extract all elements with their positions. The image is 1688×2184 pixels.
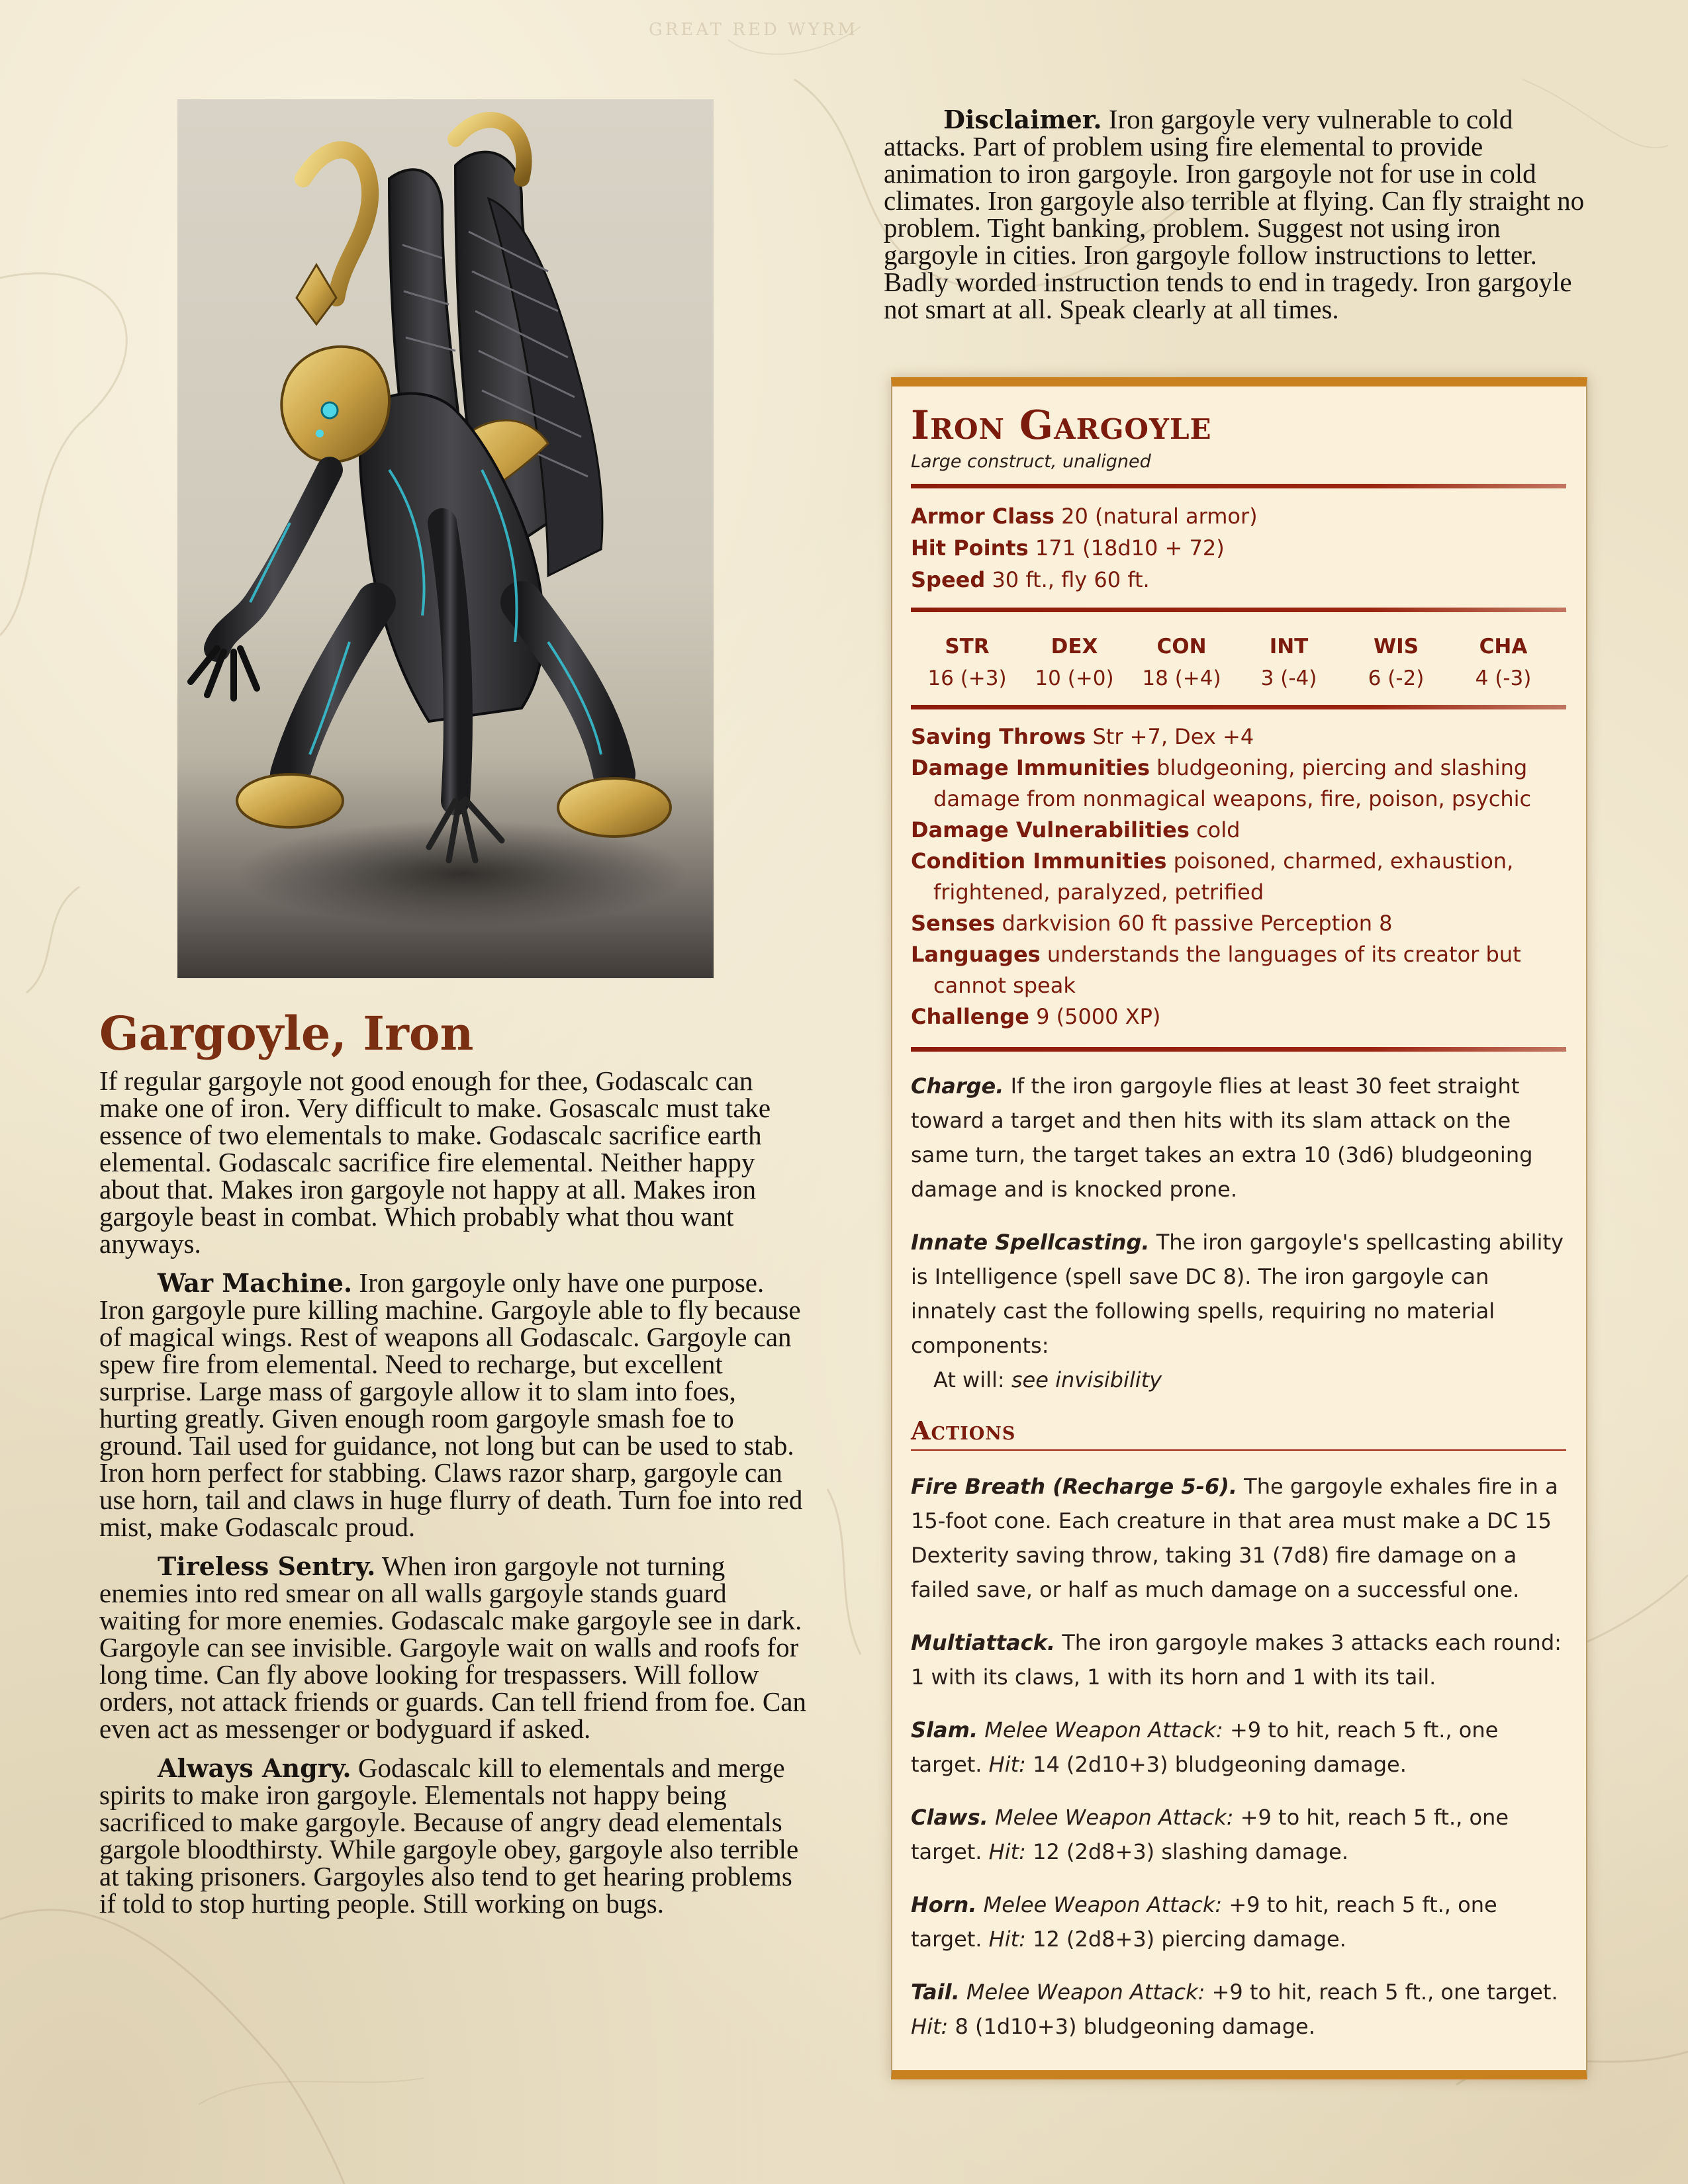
saving-throws	[911, 721, 1566, 752]
action-name: Fire Breath (Recharge 5-6).	[911, 1474, 1237, 1499]
action-name: Tail.	[911, 1979, 960, 2005]
section-heading: War Machine.	[158, 1267, 353, 1298]
speed-label: Speed	[911, 567, 986, 592]
action-horn	[911, 1888, 1566, 1956]
armor-class-value: 20 (natural armor)	[1061, 504, 1258, 529]
divider	[911, 1047, 1566, 1052]
action-claws	[911, 1800, 1566, 1869]
stat-block	[891, 377, 1587, 2079]
action-multiattack	[911, 1625, 1566, 1694]
ability-con	[1132, 631, 1231, 694]
property-label: Condition Immunities	[911, 848, 1167, 874]
action-tail	[911, 1975, 1566, 2044]
ability-cha	[1454, 631, 1553, 694]
monster-name: Iron Gargoyle	[911, 402, 1212, 449]
hit-label: Hit:	[988, 1927, 1026, 1952]
property-label: Challenge	[911, 1004, 1029, 1029]
ability-wis	[1346, 631, 1446, 694]
ability-name: CON	[1156, 635, 1207, 659]
armor-class	[911, 500, 1566, 532]
section-text: Iron gargoyle only have one purpose. Iron gargoyle pure killing machine. Gargoyle able to fly because of magical wings. Rest of weapons all Godascalc. Gargoyle can spew fire from elemental. Need to recharge, but excellent surprise. Large mass of gargoyle allow it to slam into foes, hurting greatly. Given enough room gargoyle smash foe to ground. Tail used for guidance, not long but can be used to stab. Iron horn perfect for stabbing. Claws razor sharp, gargoyle can use horn, tail and claws in huge flurry of death. Turn foe into red mist, make Godascalc proud.	[99, 1267, 803, 1542]
lore-section-tireless-sentry	[99, 1550, 808, 1744]
property-value: darkvision 60 ft passive Perception 8	[1002, 911, 1393, 936]
ability-name: STR	[945, 635, 990, 659]
ability-name: CHA	[1479, 635, 1528, 659]
speed	[911, 564, 1566, 596]
spell-name: see invisibility	[1011, 1367, 1162, 1392]
page-title: Gargoyle, Iron	[99, 1006, 474, 1061]
attack-type: Melee Weapon Attack:	[966, 1979, 1205, 2005]
map-watermark: GREAT RED WYRM	[649, 20, 859, 40]
property-value: 9 (5000 XP)	[1036, 1004, 1161, 1029]
ability-name: INT	[1269, 635, 1309, 659]
attack-bonus: +9 to hit, reach 5 ft., one target.	[1211, 1979, 1558, 2005]
disclaimer	[884, 106, 1585, 323]
lore-section-always-angry	[99, 1754, 808, 1917]
attack-bonus: +9 to hit, reach 5 ft., one target.	[911, 1892, 1497, 1952]
attack-bonus: +9 to hit, reach 5 ft., one target.	[911, 1717, 1499, 1777]
hit-damage: 8 (1d10+3) bludgeoning damage.	[955, 2014, 1315, 2039]
action-name: Slam.	[911, 1717, 978, 1743]
property-value: understands the languages of its creator but cannot speak	[933, 942, 1521, 998]
action-text: The iron gargoyle makes 3 attacks each round: 1 with its claws, 1 with its horn and 1 with its tail.	[911, 1630, 1562, 1690]
property-label: Languages	[911, 942, 1041, 967]
ability-value: 3 (-4)	[1260, 666, 1317, 690]
action-name: Multiattack.	[911, 1630, 1056, 1655]
hit-label: Hit:	[911, 2014, 949, 2039]
disclaimer-heading: Disclaimer.	[943, 105, 1102, 134]
hit-damage: 12 (2d8+3) slashing damage.	[1033, 1839, 1348, 1864]
hit-points	[911, 532, 1566, 564]
ability-str	[917, 631, 1017, 694]
monster-type: Large construct, unaligned	[911, 451, 1151, 472]
hit-points-label: Hit Points	[911, 535, 1029, 561]
condition-immunities	[911, 846, 1566, 908]
lore-intro: If regular gargoyle not good enough for thee, Godascalc can make one of iron. Very difficult to make. Gosascalc must take essence of two elementals to make. Godascalc sacrifice earth elemental. Godascalc sacrifice fire elemental. Neither happy about that. Makes iron gargoyle not happy at all. Makes iron gargoyle beast in combat. Which probably what thou want anyways.	[99, 1065, 771, 1259]
property-label: Damage Vulnerabilities	[911, 817, 1190, 842]
ability-value: 4 (-3)	[1475, 666, 1532, 690]
speed-value: 30 ft., fly 60 ft.	[992, 567, 1150, 592]
property-label: Senses	[911, 911, 996, 936]
ability-value: 16 (+3)	[927, 666, 1007, 690]
action-name: Claws.	[911, 1805, 988, 1830]
hit-label: Hit:	[988, 1752, 1026, 1777]
ability-dex	[1025, 631, 1124, 694]
hit-damage: 12 (2d8+3) piercing damage.	[1033, 1927, 1346, 1952]
property-value: poisoned, charmed, exhaustion, frightened, paralyzed, petrified	[933, 848, 1514, 905]
damage-immunities	[911, 752, 1566, 815]
action-slam	[911, 1713, 1566, 1782]
ability-int	[1239, 631, 1338, 694]
divider	[911, 705, 1566, 709]
trait-text: The iron gargoyle's spellcasting ability is Intelligence (spell save DC 8). The iron gargoyle can innately cast the following spells, requiring no material components:	[911, 1230, 1564, 1358]
attack-bonus: +9 to hit, reach 5 ft., one target.	[911, 1805, 1509, 1864]
attack-type: Melee Weapon Attack:	[994, 1805, 1234, 1830]
languages	[911, 939, 1566, 1001]
challenge	[911, 1001, 1566, 1032]
ability-name: WIS	[1373, 635, 1419, 659]
ability-scores	[911, 624, 1566, 705]
trait-text: If the iron gargoyle flies at least 30 feet straight toward a target and then hits with its slam attack on the same turn, the target takes an extra 10 (3d6) bludgeoning damage and is knocked prone.	[911, 1073, 1533, 1202]
trait-name: Charge.	[911, 1073, 1004, 1099]
hit-points-value: 171 (18d10 + 72)	[1035, 535, 1225, 561]
trait-innate-spellcasting	[911, 1225, 1566, 1397]
section-heading: Tireless Sentry.	[158, 1551, 376, 1581]
spell-list	[911, 1363, 1566, 1397]
armor-class-label: Armor Class	[911, 504, 1055, 529]
action-text: The gargoyle exhales fire in a 15-foot cone. Each creature in that area must make a DC 15 Dexterity saving throw, taking 31 (7d8) fire damage on a failed save, or half as much damage on a successful one.	[911, 1474, 1558, 1602]
divider	[911, 608, 1566, 612]
spacer	[911, 1451, 1566, 1469]
section-heading: Always Angry.	[158, 1752, 352, 1783]
lore-section	[99, 1006, 808, 1929]
ability-name: DEX	[1051, 635, 1098, 659]
property-value: cold	[1196, 817, 1241, 842]
iron-gargoyle-illustration	[177, 99, 714, 978]
hit-damage: 14 (2d10+3) bludgeoning damage.	[1033, 1752, 1407, 1777]
attack-type: Melee Weapon Attack:	[984, 1717, 1223, 1743]
property-value: bludgeoning, piercing and slashing damage from nonmagical weapons, fire, poison, psychic	[933, 755, 1532, 811]
property-value: Str +7, Dex +4	[1092, 724, 1254, 749]
attack-type: Melee Weapon Attack:	[983, 1892, 1223, 1917]
damage-vulnerabilities	[911, 815, 1566, 846]
trait-name: Innate Spellcasting.	[911, 1230, 1150, 1255]
disclaimer-text: Iron gargoyle very vulnerable to cold attacks. Part of problem using fire elemental to provide animation to iron gargoyle. Iron gargoyle not for use in cold climates. Iron gargoyle also terrible at flying. Can fly straight no problem. Tight banking, problem. Suggest not using iron gargoyle in cities. Iron gargoyle follow instructions to letter. Badly worded instruction tends to end in tragedy. Iron gargoyle not smart at all. Speak clearly at all times.	[884, 104, 1585, 324]
hit-label: Hit:	[988, 1839, 1026, 1864]
property-label: Damage Immunities	[911, 755, 1150, 780]
ability-value: 6 (-2)	[1368, 666, 1425, 690]
trait-charge	[911, 1069, 1566, 1206]
spell-frequency: At will:	[933, 1367, 1005, 1392]
divider	[911, 484, 1566, 488]
section-text: When iron gargoyle not turning enemies into red smear on all walls gargoyle stands guard waiting for more enemies. Godascalc make gargoyle see in dark. Gargoyle can see invisible. Gargoyle wait on walls and roofs for long time. Can fly above looking for trespassers. Will follow orders, not attack friends or guards. Can tell friend from foe. Can even act as messenger or bodyguard if asked.	[99, 1550, 806, 1744]
gargoyle-figure	[177, 99, 714, 978]
action-name: Horn.	[911, 1892, 977, 1917]
action-fire-breath	[911, 1469, 1566, 1607]
ability-value: 10 (+0)	[1035, 666, 1114, 690]
actions-heading: Actions	[911, 1416, 1566, 1451]
ability-value: 18 (+4)	[1142, 666, 1221, 690]
section-text: Godascalc kill to elementals and merge spirits to make iron gargoyle. Elementals not happy being sacrificed to make gargoyle. Because of angry dead elementals gargole bloodthirsty. While gargoyle obey, gargoyle also terrible at taking prisoners. Gargoyles also tend to get hearing problems if told to stop hurting people. Still working on bugs.	[99, 1752, 799, 1919]
senses	[911, 908, 1566, 939]
lore-section-war-machine	[99, 1269, 808, 1541]
property-label: Saving Throws	[911, 724, 1086, 749]
